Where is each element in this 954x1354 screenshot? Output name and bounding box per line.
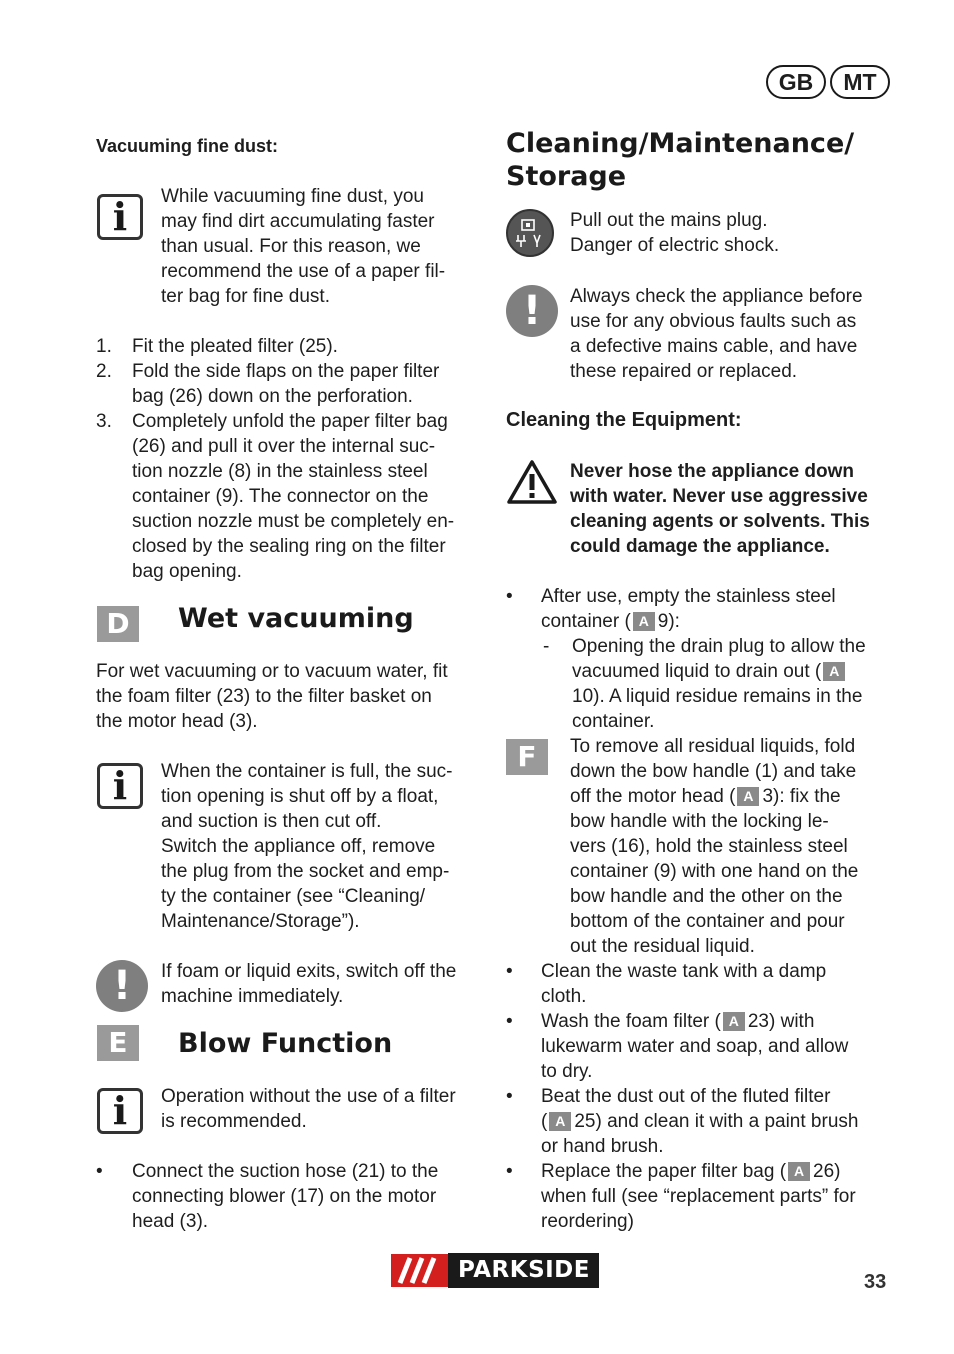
- section-letter-d: D: [97, 606, 139, 642]
- list-item: • Beat the dust out of the fluted filter ( A 25) and clean it with a paint brush or hand brush.: [506, 1086, 859, 1157]
- figure-badge: A: [788, 1162, 810, 1181]
- page-number: 33: [864, 1271, 887, 1293]
- section-letter-e: E: [97, 1025, 139, 1061]
- bullet-list-cleaning: [506, 959, 896, 1234]
- wet-warning-note: If foam or liquid exits, switch off the machine immediately.: [161, 961, 457, 1007]
- list-item: 2. Fold the side flaps on the paper filter bag (26) down on the perforation.: [96, 361, 440, 407]
- dash-drain-plug: - Opening the drain plug to allow the vacuumed liquid to drain out ( A 10). A liquid residue remains in the container.: [543, 636, 866, 732]
- figure-badge: A: [737, 787, 759, 806]
- figure-badge: A: [549, 1112, 571, 1131]
- blow-bullet: • Connect the suction hose (21) to the connecting blower (17) on the motor head (3).: [96, 1161, 439, 1232]
- blow-function-title: Blow Function: [178, 1028, 393, 1059]
- plug-note: Pull out the mains plug. Danger of electric shock.: [570, 210, 780, 256]
- list-item: • Wash the foam filter ( A 23) with lukewarm water and soap, and allow to dry.: [506, 1011, 849, 1082]
- info-icon: i: [97, 1088, 143, 1134]
- list-item: 3. Completely unfold the paper filter bag (26) and pull it over the internal suc- tion nozzle (8) in the stainless steel container (9). The connector on the suction nozzle must be completely en- closed by the sealing ring on the filter bag opening.: [96, 411, 455, 582]
- fine-dust-info: While vacuuming fine dust, you may find dirt accumulating faster than usual. For this reason, we recommend the use of a paper fil- ter bag for fine dust.: [161, 186, 446, 307]
- check-note: Always check the appliance before use for any obvious faults such as a defective mains cable, and have these repaired or replaced.: [570, 286, 863, 382]
- blow-info-note: Operation without the use of a filter is recommended.: [161, 1086, 456, 1132]
- figure-badge: A: [723, 1012, 745, 1031]
- wet-info-note: When the container is full, the suc- tion opening is shut off by a float, and suction is then cut off. Switch the appliance off, remove the plug from the socket and emp- ty the container (see “Cleaning/ Maintenance/Storage”).: [161, 761, 453, 932]
- f-paragraph: To remove all residual liquids, fold down the bow handle (1) and take off the motor head ( A 3): fix the bow handle with the locking le- vers (16), hold the stainless steel container (9) with one hand on the bow handle and the other on the bottom of the container and pour out the residual liquid.: [570, 736, 859, 957]
- exclamation-icon: !: [506, 285, 558, 337]
- bullet-empty-container: • After use, empty the stainless steel container ( A 9):: [506, 586, 836, 632]
- wet-vacuuming-paragraph: For wet vacuuming or to vacuum water, fit the foam filter (23) to the filter basket on the motor head (3).: [96, 661, 448, 732]
- figure-badge: A: [823, 662, 845, 681]
- section-letter-f: F: [506, 739, 548, 775]
- list-item: • Clean the waste tank with a damp cloth.: [506, 961, 827, 1007]
- list-item: 1. Fit the pleated filter (25).: [96, 336, 338, 357]
- info-icon: i: [97, 763, 143, 809]
- exclamation-icon: !: [96, 960, 148, 1012]
- unplug-icon: [506, 209, 554, 257]
- list-item: • Replace the paper filter bag ( A 26) when full (see “replacement parts” for reordering): [506, 1161, 856, 1232]
- fine-dust-heading: Vacuuming fine dust:: [96, 136, 279, 156]
- warning-triangle-icon: [506, 459, 558, 505]
- caution-note: Never hose the appliance down with water. Never use aggressive cleaning agents or solvents. This could damage the appliance.: [570, 461, 870, 557]
- cleaning-maintenance-title: Cleaning/Maintenance/ Storage: [506, 128, 855, 192]
- lang-badge-gb: GB: [766, 65, 826, 99]
- lang-badge-mt: MT: [830, 65, 890, 99]
- step-list: [96, 334, 486, 584]
- info-icon: i: [97, 194, 143, 240]
- wet-vacuuming-title: Wet vacuuming: [178, 603, 414, 634]
- cleaning-heading: Cleaning the Equipment:: [506, 409, 742, 431]
- parkside-logo: PARKSIDE: [391, 1253, 599, 1288]
- figure-badge: A: [633, 612, 655, 631]
